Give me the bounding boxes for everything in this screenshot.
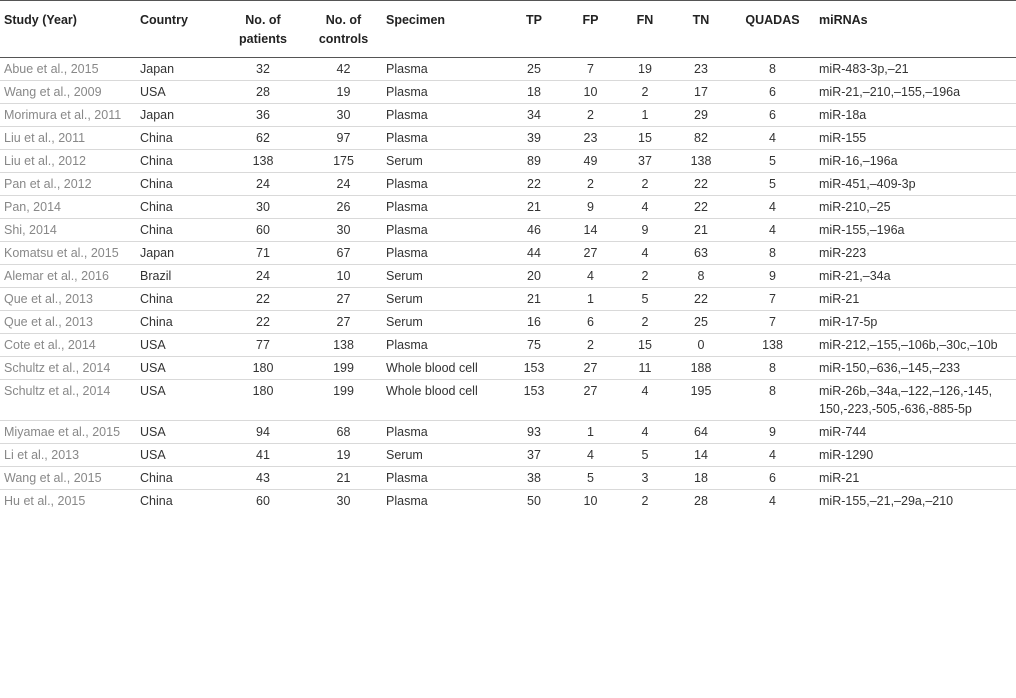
cell-country: Brazil (136, 265, 221, 288)
cell-fp: 4 (563, 444, 618, 467)
cell-patients: 71 (221, 242, 305, 265)
cell-tp: 75 (505, 334, 563, 357)
cell-fn: 4 (618, 421, 672, 444)
cell-fn: 19 (638, 62, 652, 76)
cell-specimen: Whole blood cell (382, 380, 505, 421)
cell-controls: 97 (305, 127, 382, 150)
cell-quadas: 6 (730, 81, 815, 104)
cell-controls: 30 (305, 104, 382, 127)
cell-quadas: 8 (730, 380, 815, 421)
cell-tp: 21 (505, 288, 563, 311)
cell-tn: 188 (672, 357, 730, 380)
cell-tn: 22 (672, 173, 730, 196)
header-patients: No. of patients (221, 1, 305, 58)
cell-specimen: Serum (382, 444, 505, 467)
cell-fp: 7 (587, 62, 594, 76)
cell-fn: 9 (618, 219, 672, 242)
cell-fp: 49 (563, 150, 618, 173)
cell-patients: 43 (221, 467, 305, 490)
cell-specimen: Plasma (382, 219, 505, 242)
cell-study: Alemar et al., 2016 (0, 265, 136, 288)
cell-tp: 38 (505, 467, 563, 490)
cell-patients: 24 (221, 265, 305, 288)
cell-country: China (136, 490, 221, 513)
cell-country: Japan (136, 104, 221, 127)
table-row (0, 127, 1016, 150)
cell-mirnas: miR-18a (815, 104, 1016, 127)
cell-mirnas: miR-483-3p,–21 (819, 62, 909, 76)
cell-tn: 18 (672, 467, 730, 490)
cell-country: Japan (136, 242, 221, 265)
cell-fn: 4 (618, 242, 672, 265)
cell-country: USA (136, 421, 221, 444)
cell-country: China (136, 311, 221, 334)
cell-tn: 64 (672, 421, 730, 444)
cell-fp: 2 (563, 104, 618, 127)
cell-controls: 19 (305, 444, 382, 467)
cell-tn: 8 (672, 265, 730, 288)
cell-patients: 41 (221, 444, 305, 467)
cell-fp: 27 (563, 242, 618, 265)
cell-mirnas: miR-16,–196a (815, 150, 1016, 173)
cell-fn: 2 (618, 265, 672, 288)
cell-specimen: Plasma (386, 62, 428, 76)
cell-quadas: 7 (730, 311, 815, 334)
cell-controls: 30 (305, 490, 382, 513)
cell-patients: 60 (221, 490, 305, 513)
cell-specimen: Plasma (382, 490, 505, 513)
cell-fp: 9 (563, 196, 618, 219)
cell-fp: 10 (563, 490, 618, 513)
cell-quadas: 4 (730, 196, 815, 219)
cell-quadas: 9 (730, 265, 815, 288)
cell-fp: 1 (563, 421, 618, 444)
cell-tp: 46 (505, 219, 563, 242)
cell-tn: 23 (694, 62, 708, 76)
cell-quadas: 8 (769, 62, 776, 76)
cell-study: Abue et al., 2015 (4, 62, 99, 76)
cell-controls: 10 (305, 265, 382, 288)
cell-fp: 10 (563, 81, 618, 104)
cell-country: China (136, 288, 221, 311)
cell-controls: 199 (305, 357, 382, 380)
cell-quadas: 4 (730, 444, 815, 467)
cell-tp: 16 (505, 311, 563, 334)
cell-study: Komatsu et al., 2015 (0, 242, 136, 265)
cell-tp: 20 (505, 265, 563, 288)
cell-quadas: 4 (730, 127, 815, 150)
cell-controls: 68 (305, 421, 382, 444)
cell-controls: 26 (305, 196, 382, 219)
cell-mirnas: miR-21,–210,–155,–196a (815, 81, 1016, 104)
cell-study: Wang et al., 2015 (0, 467, 136, 490)
cell-study: Miyamae et al., 2015 (0, 421, 136, 444)
cell-tp: 37 (505, 444, 563, 467)
cell-specimen: Plasma (382, 421, 505, 444)
table-row (0, 242, 1016, 265)
cell-tp: 153 (505, 380, 563, 421)
cell-tn: 22 (672, 288, 730, 311)
cell-quadas: 7 (730, 288, 815, 311)
cell-controls: 19 (305, 81, 382, 104)
cell-fn: 15 (618, 127, 672, 150)
cell-tn: 0 (672, 334, 730, 357)
cell-patients: 62 (221, 127, 305, 150)
table-row (0, 150, 1016, 173)
cell-fn: 15 (618, 334, 672, 357)
cell-quadas: 4 (730, 490, 815, 513)
cell-fn: 2 (618, 490, 672, 513)
cell-country: China (136, 219, 221, 242)
cell-mirnas: miR-21 (815, 467, 1016, 490)
cell-tn: 28 (672, 490, 730, 513)
cell-specimen: Plasma (382, 334, 505, 357)
cell-tp: 39 (505, 127, 563, 150)
cell-mirnas: miR-210,–25 (815, 196, 1016, 219)
header-specimen: Specimen (382, 1, 505, 58)
cell-controls: 27 (305, 288, 382, 311)
cell-mirnas: miR-21 (815, 288, 1016, 311)
cell-tp: 18 (505, 81, 563, 104)
table-row (0, 467, 1016, 490)
cell-mirnas: miR-155,–21,–29a,–210 (815, 490, 1016, 513)
cell-study: Liu et al., 2011 (0, 127, 136, 150)
cell-mirnas: miR-451,–409-3p (815, 173, 1016, 196)
cell-quadas: 5 (730, 150, 815, 173)
table-body (0, 58, 1016, 513)
table-row (0, 58, 1016, 81)
table-row (0, 219, 1016, 242)
cell-country: USA (136, 81, 221, 104)
cell-tn: 138 (672, 150, 730, 173)
cell-mirnas: miR-155 (815, 127, 1016, 150)
cell-tn: 22 (672, 196, 730, 219)
cell-fn: 37 (618, 150, 672, 173)
cell-patients: 94 (221, 421, 305, 444)
cell-fn: 1 (618, 104, 672, 127)
cell-country: China (136, 196, 221, 219)
cell-specimen: Serum (382, 311, 505, 334)
header-country: Country (136, 1, 221, 58)
cell-fp: 2 (563, 173, 618, 196)
cell-quadas: 8 (730, 357, 815, 380)
cell-quadas: 5 (730, 173, 815, 196)
cell-fp: 23 (563, 127, 618, 150)
cell-country: China (136, 467, 221, 490)
cell-patients: 30 (221, 196, 305, 219)
cell-tn: 29 (672, 104, 730, 127)
cell-quadas: 9 (730, 421, 815, 444)
cell-patients: 180 (221, 357, 305, 380)
cell-country: USA (136, 380, 221, 421)
cell-study: Pan et al., 2012 (0, 173, 136, 196)
cell-controls: 27 (305, 311, 382, 334)
cell-mirnas: miR-223 (815, 242, 1016, 265)
cell-tp: 50 (505, 490, 563, 513)
cell-mirnas: miR-21,–34a (815, 265, 1016, 288)
table-row (0, 81, 1016, 104)
cell-country: China (136, 127, 221, 150)
cell-fn: 4 (618, 196, 672, 219)
cell-specimen: Plasma (382, 127, 505, 150)
cell-quadas: 138 (730, 334, 815, 357)
cell-tn: 17 (672, 81, 730, 104)
table-header-row (0, 1, 1016, 58)
cell-quadas: 6 (730, 104, 815, 127)
cell-patients: 32 (256, 62, 270, 76)
table-row (0, 334, 1016, 357)
cell-tn: 63 (672, 242, 730, 265)
cell-specimen: Plasma (382, 196, 505, 219)
cell-fn: 2 (618, 311, 672, 334)
cell-controls: 21 (305, 467, 382, 490)
cell-tn: 14 (672, 444, 730, 467)
cell-controls: 199 (305, 380, 382, 421)
cell-fp: 27 (563, 357, 618, 380)
cell-quadas: 8 (730, 242, 815, 265)
cell-study: Pan, 2014 (0, 196, 136, 219)
cell-fp: 14 (563, 219, 618, 242)
cell-specimen: Serum (382, 150, 505, 173)
cell-patients: 22 (221, 288, 305, 311)
cell-patients: 60 (221, 219, 305, 242)
cell-tp: 34 (505, 104, 563, 127)
cell-study: Wang et al., 2009 (0, 81, 136, 104)
cell-mirnas: miR-150,–636,–145,–233 (815, 357, 1016, 380)
header-controls: No. of controls (305, 1, 382, 58)
cell-tn: 25 (672, 311, 730, 334)
table-row (0, 490, 1016, 513)
cell-study: Liu et al., 2012 (0, 150, 136, 173)
cell-patients: 22 (221, 311, 305, 334)
cell-country: China (136, 150, 221, 173)
cell-mirnas: miR-155,–196a (815, 219, 1016, 242)
cell-patients: 24 (221, 173, 305, 196)
cell-controls: 42 (336, 62, 351, 76)
cell-fn: 11 (618, 357, 672, 380)
cell-study: Hu et al., 2015 (0, 490, 136, 513)
cell-country: USA (136, 334, 221, 357)
cell-specimen: Plasma (382, 81, 505, 104)
cell-fn: 5 (618, 288, 672, 311)
cell-tp: 22 (505, 173, 563, 196)
cell-fn: 3 (618, 467, 672, 490)
header-fp: FP (563, 1, 618, 58)
table-row (0, 196, 1016, 219)
cell-controls: 24 (305, 173, 382, 196)
cell-country: USA (136, 357, 221, 380)
cell-country: Japan (140, 62, 175, 76)
table-row (0, 380, 1016, 421)
cell-study: Cote et al., 2014 (0, 334, 136, 357)
cell-country: USA (136, 444, 221, 467)
cell-patients: 138 (221, 150, 305, 173)
cell-quadas: 4 (730, 219, 815, 242)
cell-fp: 5 (563, 467, 618, 490)
header-mirnas: miRNAs (815, 1, 1016, 58)
cell-specimen: Plasma (382, 467, 505, 490)
table-row (0, 173, 1016, 196)
cell-fn: 2 (618, 81, 672, 104)
cell-fn: 4 (618, 380, 672, 421)
cell-mirnas: miR-212,–155,–106b,–30c,–10b (815, 334, 1016, 357)
cell-country: China (136, 173, 221, 196)
cell-fp: 4 (563, 265, 618, 288)
cell-specimen: Serum (382, 288, 505, 311)
cell-fp: 27 (563, 380, 618, 421)
cell-fp: 2 (563, 334, 618, 357)
cell-fn: 5 (618, 444, 672, 467)
cell-tp: 25 (527, 62, 541, 76)
cell-study: Que et al., 2013 (0, 311, 136, 334)
cell-mirnas: miR-744 (815, 421, 1016, 444)
cell-study: Li et al., 2013 (0, 444, 136, 467)
cell-fn: 2 (618, 173, 672, 196)
cell-study: Morimura et al., 2011 (0, 104, 136, 127)
header-quadas: QUADAS (730, 1, 815, 58)
cell-tp: 44 (505, 242, 563, 265)
cell-patients: 28 (221, 81, 305, 104)
cell-study: Shi, 2014 (0, 219, 136, 242)
header-fn: FN (618, 1, 672, 58)
table-row (0, 421, 1016, 444)
cell-controls: 30 (305, 219, 382, 242)
table-row (0, 265, 1016, 288)
cell-controls: 175 (305, 150, 382, 173)
table-row (0, 288, 1016, 311)
table-row (0, 357, 1016, 380)
cell-mirnas: miR-17-5p (815, 311, 1016, 334)
cell-controls: 138 (305, 334, 382, 357)
cell-specimen: Plasma (382, 104, 505, 127)
cell-tp: 21 (505, 196, 563, 219)
table-row (0, 311, 1016, 334)
cell-tn: 21 (672, 219, 730, 242)
table-row (0, 104, 1016, 127)
cell-tp: 93 (505, 421, 563, 444)
cell-quadas: 6 (730, 467, 815, 490)
cell-fp: 1 (563, 288, 618, 311)
cell-tn: 195 (672, 380, 730, 421)
cell-fp: 6 (563, 311, 618, 334)
cell-specimen: Serum (382, 265, 505, 288)
cell-tp: 153 (505, 357, 563, 380)
cell-patients: 180 (221, 380, 305, 421)
header-tp: TP (505, 1, 563, 58)
cell-controls: 67 (305, 242, 382, 265)
table-row (0, 444, 1016, 467)
cell-tp: 89 (505, 150, 563, 173)
cell-tn: 82 (672, 127, 730, 150)
cell-study: Schultz et al., 2014 (0, 380, 136, 421)
header-tn: TN (672, 1, 730, 58)
cell-patients: 77 (221, 334, 305, 357)
cell-mirnas: miR-26b,–34a,–122,–126,-145, 150,-223,-505,-636,-885-5p (815, 380, 1016, 421)
cell-patients: 36 (221, 104, 305, 127)
cell-study: Schultz et al., 2014 (0, 357, 136, 380)
cell-mirnas: miR-1290 (815, 444, 1016, 467)
cell-specimen: Plasma (382, 242, 505, 265)
cell-specimen: Plasma (382, 173, 505, 196)
header-study: Study (Year) (0, 1, 136, 58)
cell-study: Que et al., 2013 (0, 288, 136, 311)
cell-specimen: Whole blood cell (382, 357, 505, 380)
